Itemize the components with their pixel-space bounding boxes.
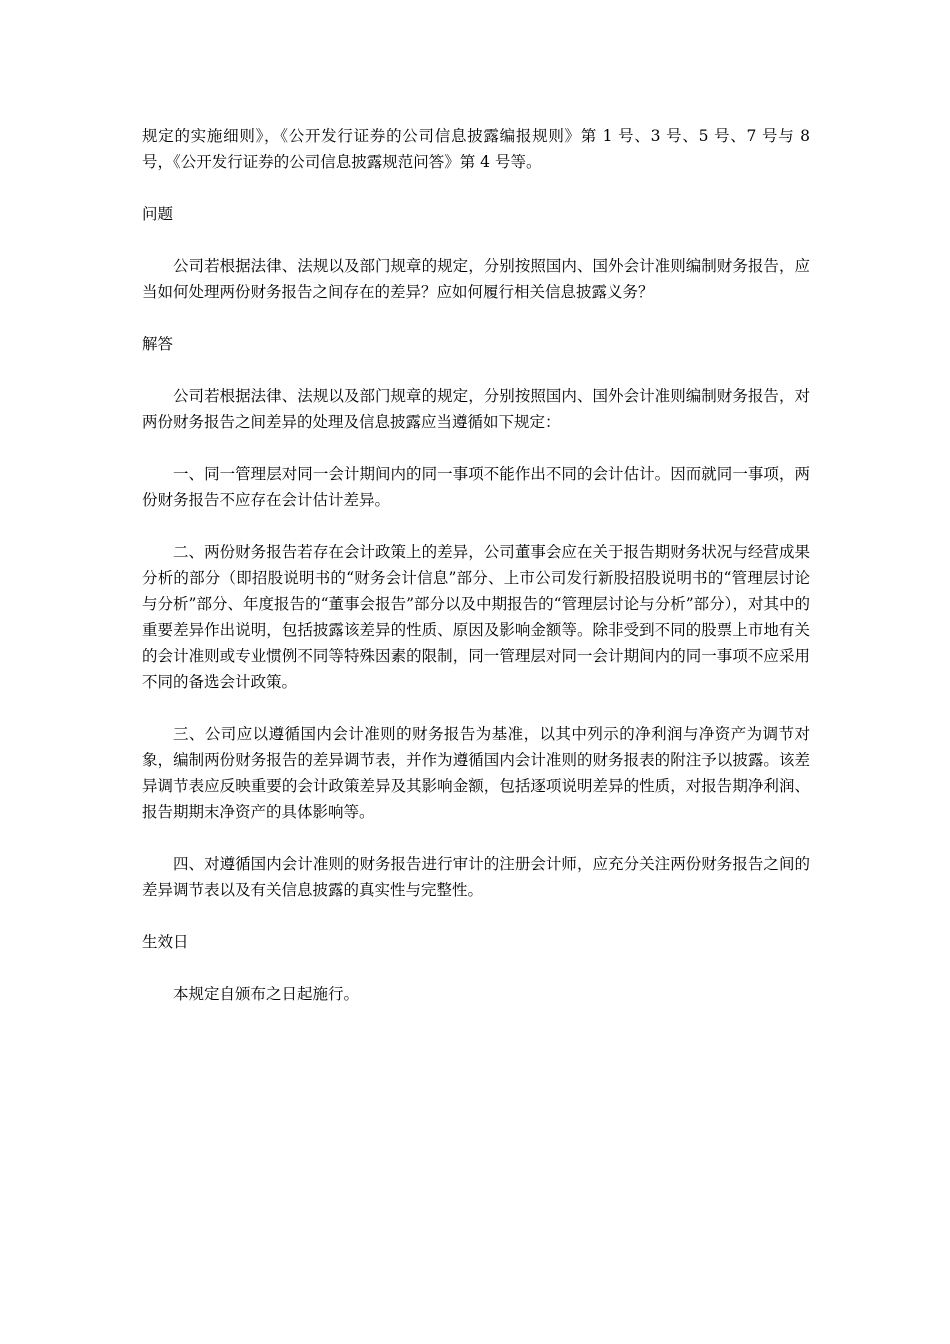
spacer <box>142 175 810 201</box>
spacer <box>142 825 810 851</box>
answer-item-4: 四、对遵循国内会计准则的财务报告进行审计的注册会计师，应充分关注两份财务报告之间的差异调节表以及有关信息披露的真实性与完整性。 <box>142 855 810 899</box>
question-heading: 问题 <box>142 205 174 223</box>
answer-item-2: 二、两份财务报告若存在会计政策上的差异，公司董事会应在关于报告期财务状况与经营成果分析的部分（即招股说明书的“财务会计信息”部分、上市公司发行新股招股说明书的“管理层讨论与分析”部分、年度报告的“董事会报告”部分以及中期报告的“管理层讨论与分析”部分），对其中的重要差异作出说明，包括披露该差异的性质、原因及影响金额等。除非受到不同的股票上市地有关的会计准则或专业惯例不同等特殊因素的限制，同一管理层对同一会计期间内的同一事项不应采用不同的备选会计政策。 <box>142 543 810 691</box>
spacer <box>142 695 810 721</box>
spacer <box>142 435 810 461</box>
spacer <box>142 305 810 331</box>
spacer <box>142 227 810 253</box>
spacer <box>142 357 810 383</box>
answer-heading: 解答 <box>142 335 174 353</box>
intro-paragraph: 规定的实施细则》，《公开发行证券的公司信息披露编报规则》第 1 号、3 号、5 号、7 号与 8 号，《公开发行证券的公司信息披露规范问答》第 4 号等。 <box>142 127 810 171</box>
effective-heading: 生效日 <box>142 933 189 951</box>
document-page <box>142 123 810 1007</box>
spacer <box>142 955 810 981</box>
spacer <box>142 903 810 929</box>
answer-intro-paragraph: 公司若根据法律、法规以及部门规章的规定，分别按照国内、国外会计准则编制财务报告，对两份财务报告之间差异的处理及信息披露应当遵循如下规定： <box>142 387 810 431</box>
effective-paragraph: 本规定自颁布之日起施行。 <box>173 985 360 1003</box>
answer-item-3: 三、公司应以遵循国内会计准则的财务报告为基准，以其中列示的净利润与净资产为调节对象，编制两份财务报告的差异调节表，并作为遵循国内会计准则的财务报表的附注予以披露。该差异调节表应反映重要的会计政策差异及其影响金额，包括逐项说明差异的性质，对报告期净利润、报告期期末净资产的具体影响等。 <box>142 725 810 821</box>
spacer <box>142 513 810 539</box>
question-paragraph: 公司若根据法律、法规以及部门规章的规定，分别按照国内、国外会计准则编制财务报告，应当如何处理两份财务报告之间存在的差异？应如何履行相关信息披露义务？ <box>142 257 810 301</box>
answer-item-1: 一、同一管理层对同一会计期间内的同一事项不能作出不同的会计估计。因而就同一事项，两份财务报告不应存在会计估计差异。 <box>142 465 810 509</box>
